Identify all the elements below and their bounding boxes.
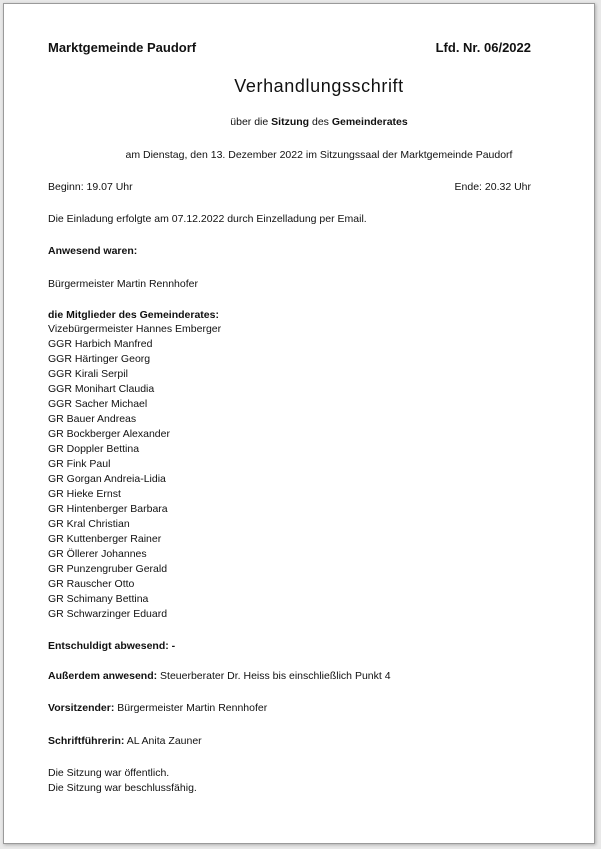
subtitle-pre: über die [230,116,272,128]
recorder-value: AL Anita Zauner [124,735,202,747]
municipality-header: Marktgemeinde Paudorf [48,40,197,55]
also-present-label: Außerdem anwesend: [48,670,158,682]
member-item: GGR Sacher Michael [48,398,148,410]
member-item: GR Bauer Andreas [48,413,137,425]
member-item: GR Kral Christian [48,518,130,530]
also-present-value: Steuerberater Dr. Heiss bis einschließlich Punkt 4 [157,670,391,682]
member-item: GGR Harbich Manfred [48,338,153,350]
protocol-number: Lfd. Nr. 06/2022 [435,40,531,55]
chair-line [48,701,267,715]
chair-label: Vorsitzender: [48,702,115,714]
mayor-line: Bürgermeister Martin Rennhofer [48,278,198,290]
members-heading: die Mitglieder des Gemeinderates: [48,309,219,321]
document-page [3,3,595,844]
quorum-note: Die Sitzung war beschlussfähig. [48,782,197,794]
member-item: GGR Härtinger Georg [48,353,151,365]
chair-value: Bürgermeister Martin Rennhofer [114,702,268,714]
recorder-label: Schriftführerin: [48,735,125,747]
recorder-line [48,734,202,748]
subtitle-sitzung: Sitzung [271,116,310,128]
member-item: GGR Kirali Serpil [48,368,128,380]
member-item: GR Schwarzinger Eduard [48,608,168,620]
member-item: GR Fink Paul [48,458,111,470]
member-item: GR Gorgan Andreia-Lidia [48,473,166,485]
members-list [48,322,221,622]
member-item: GR Schimany Bettina [48,593,149,605]
present-heading: Anwesend waren: [48,245,138,257]
excused-line: Entschuldigt abwesend: - [48,640,176,652]
public-note: Die Sitzung war öffentlich. [48,767,170,779]
begin-time: Beginn: 19.07 Uhr [48,181,133,193]
document-title: Verhandlungsschrift [234,76,404,96]
member-item: GR Doppler Bettina [48,443,140,455]
date-line: am Dienstag, den 13. Dezember 2022 im Sitzungssaal der Marktgemeinde Paudorf [125,149,513,161]
invitation-note: Die Einladung erfolgte am 07.12.2022 durch Einzelladung per Email. [48,213,367,225]
member-item: GGR Monihart Claudia [48,383,155,395]
also-present-line [48,669,391,683]
end-time: Ende: 20.32 Uhr [454,181,531,193]
member-item: GR Rauscher Otto [48,578,135,590]
member-item: GR Bockberger Alexander [48,428,170,440]
member-item: Vizebürgermeister Hannes Emberger [48,323,222,335]
member-item: GR Punzengruber Gerald [48,563,168,575]
member-item: GR Kuttenberger Rainer [48,533,162,545]
member-item: GR Hieke Ernst [48,488,121,500]
subtitle-gemeinderat: Gemeinderates [331,116,408,128]
member-item: GR Hintenberger Barbara [48,503,168,515]
member-item: GR Öllerer Johannes [48,548,147,560]
subtitle-mid: des [309,116,332,128]
document-subtitle [4,115,594,129]
